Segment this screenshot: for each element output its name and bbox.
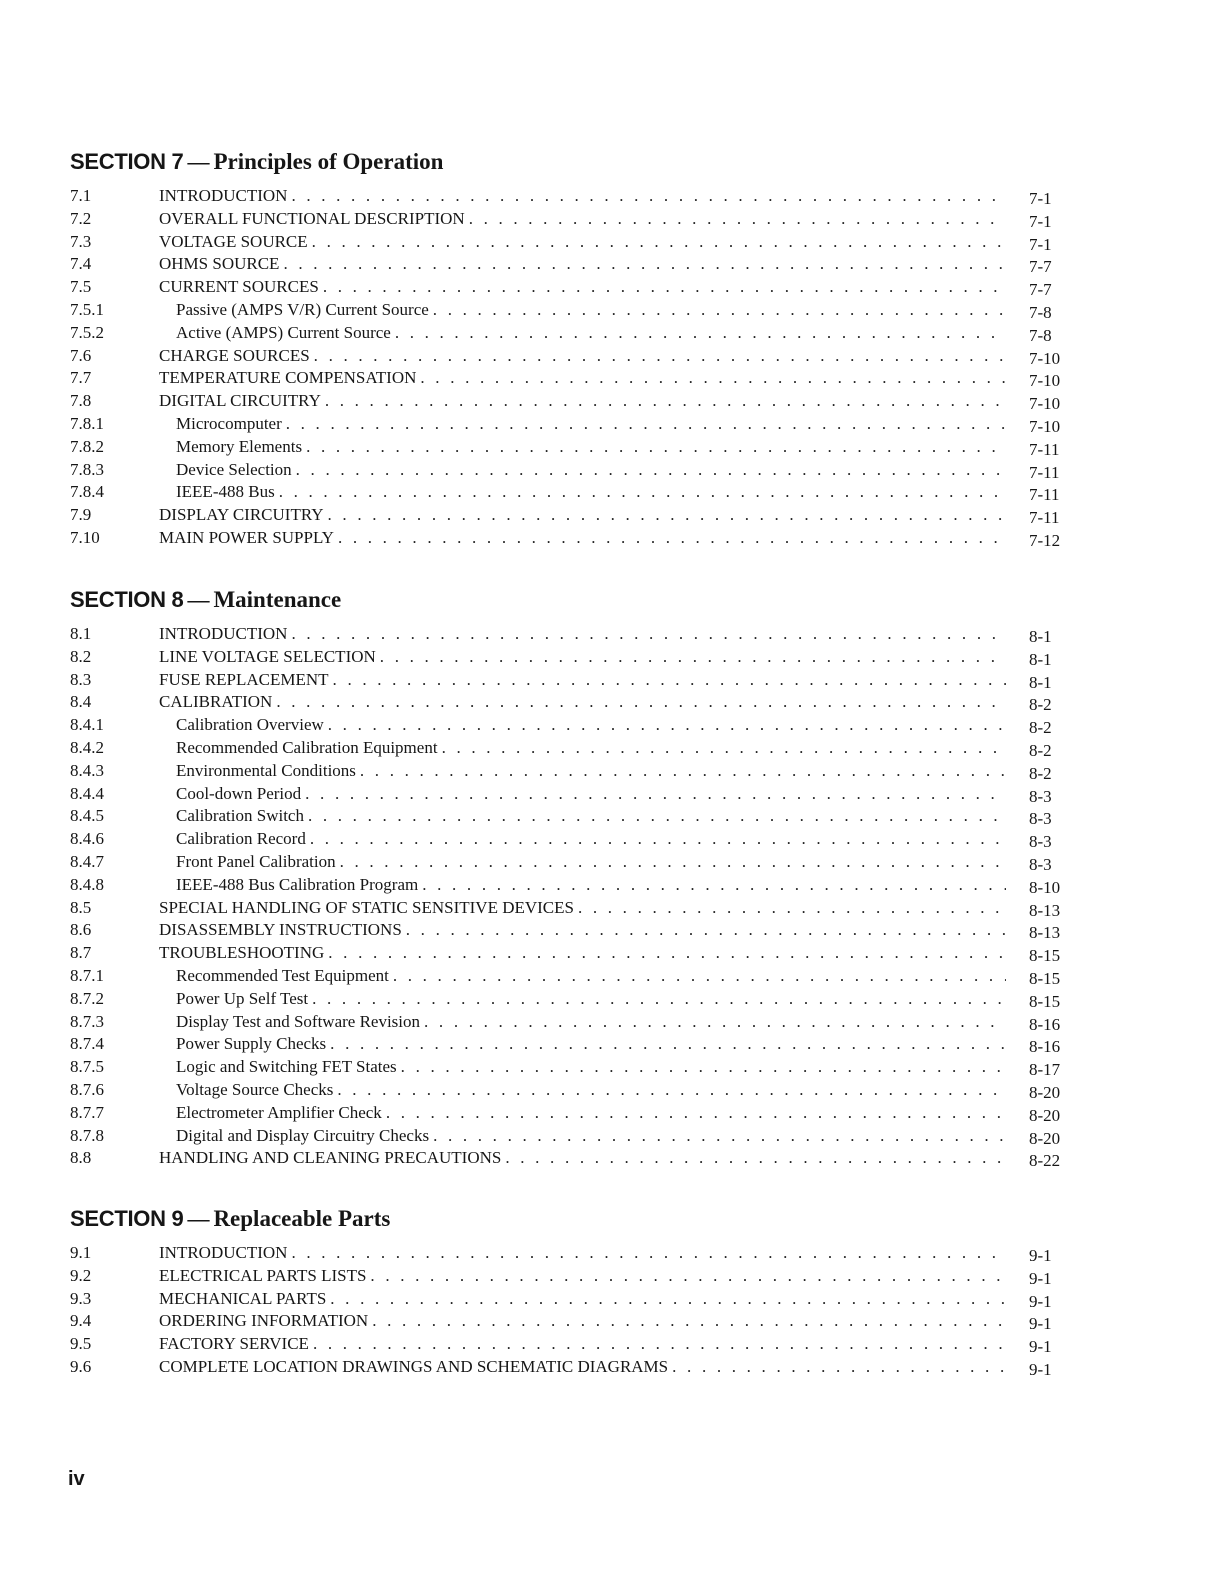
dot-leader xyxy=(433,299,1006,322)
section-heading xyxy=(70,587,1064,617)
toc-entry[interactable] xyxy=(70,805,1064,828)
dot-leader xyxy=(370,1265,1006,1288)
dot-leader xyxy=(328,714,1006,737)
toc-entry[interactable] xyxy=(70,481,1064,504)
entry-number: 8.8 xyxy=(70,1148,92,1168)
entry-number: 7.1 xyxy=(70,186,92,205)
entry-title: CHARGE SOURCES xyxy=(159,345,310,365)
entry-leader-line xyxy=(159,1333,1006,1356)
entry-leader-line xyxy=(159,504,1006,527)
entry-page: 8-17 xyxy=(1029,1060,1061,1080)
entry-number: 8.5 xyxy=(70,897,92,917)
dot-leader xyxy=(312,231,1006,254)
entry-number: 7.6 xyxy=(70,345,92,365)
section-8 xyxy=(70,587,1064,1170)
dot-leader xyxy=(422,874,1006,897)
entry-page: 8-20 xyxy=(1029,1082,1061,1102)
toc-entry[interactable] xyxy=(70,760,1064,783)
entry-title: Memory Elements xyxy=(176,436,303,456)
entry-title: VOLTAGE SOURCE xyxy=(159,231,308,251)
entry-leader-line xyxy=(159,669,1006,692)
entry-page: 7-11 xyxy=(1029,439,1060,459)
dot-leader xyxy=(323,276,1006,299)
entry-leader-line xyxy=(159,1147,1006,1170)
entry-title: SPECIAL HANDLING OF STATIC SENSITIVE DEVICES xyxy=(159,897,574,917)
entry-title: Logic and Switching FET States xyxy=(176,1057,397,1077)
entry-page: 7-1 xyxy=(1029,211,1052,231)
entry-page: 8-2 xyxy=(1029,695,1052,715)
entry-title: TEMPERATURE COMPENSATION xyxy=(159,368,417,388)
entry-page: 7-11 xyxy=(1029,485,1060,505)
entry-leader-line xyxy=(159,1242,1006,1265)
entry-leader-line xyxy=(176,1033,1006,1056)
entry-number: 9.1 xyxy=(70,1243,92,1262)
entry-title: Passive (AMPS V/R) Current Source xyxy=(176,299,429,319)
em-dash: — xyxy=(187,1206,210,1231)
entry-page: 9-1 xyxy=(1029,1268,1052,1288)
dot-leader xyxy=(291,623,1006,646)
toc-entry[interactable] xyxy=(70,436,1064,459)
entry-title: MAIN POWER SUPPLY xyxy=(159,527,334,547)
entry-number: 8.7.7 xyxy=(70,1102,104,1122)
toc-entry[interactable] xyxy=(70,1288,1064,1311)
entry-leader-line xyxy=(176,714,1006,737)
entry-number: 8.4.6 xyxy=(70,829,104,849)
dot-leader xyxy=(395,322,1006,345)
toc-entry[interactable] xyxy=(70,1125,1064,1148)
entry-title: FACTORY SERVICE xyxy=(159,1334,309,1354)
dot-leader xyxy=(393,965,1006,988)
dot-leader xyxy=(306,436,1006,459)
section-9 xyxy=(70,1206,1064,1379)
toc-entry[interactable] xyxy=(70,413,1064,436)
toc-entry[interactable] xyxy=(70,322,1064,345)
dot-leader xyxy=(401,1056,1006,1079)
em-dash: — xyxy=(187,149,210,174)
entry-page: 8-2 xyxy=(1029,718,1052,738)
entry-title: LINE VOLTAGE SELECTION xyxy=(159,646,376,666)
toc-entry[interactable] xyxy=(70,185,1064,208)
entry-page: 9-1 xyxy=(1029,1314,1052,1334)
entry-title: INTRODUCTION xyxy=(159,624,288,643)
entry-leader-line xyxy=(176,1056,1006,1079)
entry-title: Front Panel Calibration xyxy=(176,851,336,871)
em-dash: — xyxy=(187,587,210,612)
entry-leader-line xyxy=(176,322,1006,345)
entry-number: 7.5.2 xyxy=(70,322,104,342)
page-number: iv xyxy=(68,1468,85,1490)
toc-entry[interactable] xyxy=(70,276,1064,299)
entry-leader-line xyxy=(159,276,1006,299)
toc-entry[interactable] xyxy=(70,1033,1064,1056)
entry-leader-line xyxy=(176,988,1006,1011)
entry-number: 8.4 xyxy=(70,692,92,712)
toc-entry[interactable] xyxy=(70,299,1064,322)
entry-page: 8-16 xyxy=(1029,1014,1061,1034)
entry-leader-line xyxy=(159,208,1006,231)
toc-entry[interactable] xyxy=(70,1333,1064,1356)
entry-page: 7-1 xyxy=(1029,234,1052,254)
entry-page: 7-10 xyxy=(1029,394,1061,414)
entry-leader-line xyxy=(159,1310,1006,1333)
entry-number: 8.7.3 xyxy=(70,1011,104,1031)
entry-leader-line xyxy=(176,874,1006,897)
entry-title: OVERALL FUNCTIONAL DESCRIPTION xyxy=(159,208,465,228)
entry-number: 7.8.4 xyxy=(70,482,104,502)
entry-number: 8.7.5 xyxy=(70,1057,104,1077)
entry-leader-line xyxy=(159,942,1006,965)
entry-title: Environmental Conditions xyxy=(176,760,356,780)
dot-leader xyxy=(380,646,1006,669)
entry-page: 8-2 xyxy=(1029,740,1052,760)
entry-leader-line xyxy=(159,367,1006,390)
entry-title: Power Up Self Test xyxy=(176,988,309,1008)
dot-leader xyxy=(286,413,1006,436)
dot-leader xyxy=(442,737,1006,760)
entry-page: 8-2 xyxy=(1029,763,1052,783)
entry-title: Device Selection xyxy=(176,459,292,479)
entry-number: 8.7 xyxy=(70,943,92,963)
entry-number: 7.10 xyxy=(70,527,100,547)
entry-page: 8-15 xyxy=(1029,991,1061,1011)
entry-leader-line xyxy=(159,1265,1006,1288)
entry-page: 7-10 xyxy=(1029,416,1061,436)
entry-leader-line xyxy=(176,459,1006,482)
entry-page: 7-12 xyxy=(1029,530,1061,550)
entry-leader-line xyxy=(176,436,1006,459)
entry-leader-line xyxy=(176,783,1006,806)
entry-number: 9.2 xyxy=(70,1265,92,1285)
toc-entry[interactable] xyxy=(70,253,1064,276)
dot-leader xyxy=(328,942,1006,965)
toc-entry[interactable] xyxy=(70,1356,1064,1379)
dot-leader xyxy=(433,1125,1006,1148)
toc-entry[interactable] xyxy=(70,390,1064,413)
entry-page: 7-11 xyxy=(1029,462,1060,482)
entry-leader-line xyxy=(176,299,1006,322)
entry-title: IEEE-488 Bus Calibration Program xyxy=(176,874,419,894)
entry-page: 7-11 xyxy=(1029,508,1060,528)
dot-leader xyxy=(372,1310,1006,1333)
entry-number: 7.9 xyxy=(70,505,92,525)
toc-entry[interactable] xyxy=(70,965,1064,988)
entry-page: 7-8 xyxy=(1029,302,1052,322)
entry-title: MECHANICAL PARTS xyxy=(159,1288,327,1308)
toc-entry[interactable] xyxy=(70,919,1064,942)
entry-title: HANDLING AND CLEANING PRECAUTIONS xyxy=(159,1148,502,1168)
toc-entry[interactable] xyxy=(70,897,1064,920)
entry-title: OHMS SOURCE xyxy=(159,254,280,274)
dot-leader xyxy=(291,1242,1006,1265)
dot-leader xyxy=(406,919,1006,942)
toc-entry[interactable] xyxy=(70,988,1064,1011)
entry-number: 7.8.2 xyxy=(70,436,104,456)
entry-number: 8.7.4 xyxy=(70,1034,104,1054)
entry-page: 8-3 xyxy=(1029,832,1052,852)
entry-leader-line xyxy=(159,897,1006,920)
entry-title: Digital and Display Circuitry Checks xyxy=(176,1125,430,1145)
entry-page: 9-1 xyxy=(1029,1246,1052,1265)
dot-leader xyxy=(325,390,1006,413)
entry-leader-line xyxy=(176,851,1006,874)
toc-entry[interactable] xyxy=(70,1079,1064,1102)
dot-leader xyxy=(328,504,1006,527)
entry-page: 8-3 xyxy=(1029,854,1052,874)
dot-leader xyxy=(330,1288,1006,1311)
entry-leader-line xyxy=(159,345,1006,368)
dot-leader xyxy=(672,1356,1006,1379)
entry-number: 8.7.1 xyxy=(70,965,104,985)
dot-leader xyxy=(424,1011,1006,1034)
section-label: SECTION 8 xyxy=(70,587,184,612)
toc-entry[interactable] xyxy=(70,691,1064,714)
entry-title: Electrometer Amplifier Check xyxy=(176,1102,382,1122)
dot-leader xyxy=(330,1033,1006,1056)
entry-title: CURRENT SOURCES xyxy=(159,277,319,297)
dot-leader xyxy=(308,805,1006,828)
entry-leader-line xyxy=(159,390,1006,413)
entry-page: 8-1 xyxy=(1029,627,1052,646)
entry-page: 8-20 xyxy=(1029,1128,1061,1148)
entry-page: 8-10 xyxy=(1029,877,1061,897)
entry-number: 9.6 xyxy=(70,1356,92,1376)
entry-title: Calibration Overview xyxy=(176,715,324,735)
entry-title: Calibration Record xyxy=(176,829,306,849)
section-name: Principles of Operation xyxy=(213,149,444,174)
entry-page: 8-1 xyxy=(1029,672,1052,692)
entry-title: Voltage Source Checks xyxy=(176,1079,334,1099)
entry-title: TROUBLESHOOTING xyxy=(159,943,325,963)
toc-entry[interactable] xyxy=(70,942,1064,965)
toc-entry[interactable] xyxy=(70,851,1064,874)
toc-entry[interactable] xyxy=(70,527,1064,550)
dot-leader xyxy=(313,1333,1006,1356)
entry-leader-line xyxy=(159,527,1006,550)
entry-page: 8-3 xyxy=(1029,786,1052,806)
entry-title: FUSE REPLACEMENT xyxy=(159,669,329,689)
entry-page: 9-1 xyxy=(1029,1337,1052,1357)
entry-leader-line xyxy=(176,805,1006,828)
entry-title: Recommended Calibration Equipment xyxy=(176,737,438,757)
entry-title: Calibration Switch xyxy=(176,806,304,826)
entry-page: 7-7 xyxy=(1029,257,1052,277)
entry-number: 7.2 xyxy=(70,208,92,228)
entry-number: 8.4.5 xyxy=(70,806,104,826)
dot-leader xyxy=(310,828,1006,851)
toc-entry[interactable] xyxy=(70,874,1064,897)
dot-leader xyxy=(296,459,1006,482)
toc-entry[interactable] xyxy=(70,208,1064,231)
entry-number: 9.3 xyxy=(70,1288,92,1308)
toc-entry[interactable] xyxy=(70,1102,1064,1125)
entry-page: 9-1 xyxy=(1029,1359,1052,1379)
entry-number: 8.4.1 xyxy=(70,715,104,735)
section-name: Replaceable Parts xyxy=(213,1206,391,1231)
entry-leader-line xyxy=(159,691,1006,714)
entry-title: INTRODUCTION xyxy=(159,1243,288,1262)
entry-title: Recommended Test Equipment xyxy=(176,965,389,985)
dot-leader xyxy=(386,1102,1006,1125)
toc-entry[interactable] xyxy=(70,1265,1064,1288)
dot-leader xyxy=(337,1079,1006,1102)
entry-number: 7.8.3 xyxy=(70,459,104,479)
section-heading xyxy=(70,1206,1064,1236)
entry-title: INTRODUCTION xyxy=(159,186,288,205)
entry-page: 7-8 xyxy=(1029,325,1052,345)
entry-leader-line xyxy=(176,1102,1006,1125)
entry-leader-line xyxy=(176,965,1006,988)
entry-title: DIGITAL CIRCUITRY xyxy=(159,391,321,411)
entry-leader-line xyxy=(176,737,1006,760)
entry-title: IEEE-488 Bus xyxy=(176,482,275,502)
entry-number: 8.6 xyxy=(70,920,92,940)
entry-page: 7-10 xyxy=(1029,348,1061,368)
entry-number: 8.2 xyxy=(70,646,92,666)
entry-title: ORDERING INFORMATION xyxy=(159,1311,369,1331)
entry-page: 7-10 xyxy=(1029,371,1061,391)
entry-title: COMPLETE LOCATION DRAWINGS AND SCHEMATIC DIAGRAMS xyxy=(159,1356,669,1376)
section-name: Maintenance xyxy=(213,587,342,612)
dot-leader xyxy=(276,691,1006,714)
entry-leader-line xyxy=(176,1079,1006,1102)
entry-number: 7.8 xyxy=(70,391,92,411)
toc-entry[interactable] xyxy=(70,459,1064,482)
toc-entry[interactable] xyxy=(70,783,1064,806)
entry-title: Cool-down Period xyxy=(176,783,302,803)
entry-leader-line xyxy=(159,919,1006,942)
entry-leader-line xyxy=(159,1356,1006,1379)
entry-title: DISPLAY CIRCUITRY xyxy=(159,505,324,525)
entry-number: 7.7 xyxy=(70,368,92,388)
entry-number: 8.4.2 xyxy=(70,737,104,757)
entry-leader-line xyxy=(159,253,1006,276)
entry-title: Microcomputer xyxy=(176,413,282,433)
entry-page: 8-22 xyxy=(1029,1151,1061,1171)
entry-leader-line xyxy=(176,760,1006,783)
toc-entry[interactable] xyxy=(70,623,1064,646)
toc-entry[interactable] xyxy=(70,1147,1064,1170)
toc-entry[interactable] xyxy=(70,504,1064,527)
toc-entry[interactable] xyxy=(70,1011,1064,1034)
dot-leader xyxy=(338,527,1006,550)
dot-leader xyxy=(333,669,1006,692)
toc-entry[interactable] xyxy=(70,1242,1064,1265)
entry-number: 8.3 xyxy=(70,669,92,689)
entry-number: 7.8.1 xyxy=(70,413,104,433)
toc-entry[interactable] xyxy=(70,737,1064,760)
entry-number: 7.5.1 xyxy=(70,299,104,319)
entry-number: 8.7.6 xyxy=(70,1079,104,1099)
entry-page: 8-16 xyxy=(1029,1037,1061,1057)
entry-leader-line xyxy=(176,1125,1006,1148)
entry-page: 8-15 xyxy=(1029,946,1061,966)
dot-leader xyxy=(312,988,1006,1011)
entry-leader-line xyxy=(159,185,1006,208)
entry-page: 8-1 xyxy=(1029,649,1052,669)
toc-entry[interactable] xyxy=(70,714,1064,737)
section-label: SECTION 7 xyxy=(70,149,184,174)
entry-number: 9.5 xyxy=(70,1334,92,1354)
entry-number: 8.4.7 xyxy=(70,851,104,871)
dot-leader xyxy=(283,253,1006,276)
entry-title: DISASSEMBLY INSTRUCTIONS xyxy=(159,920,402,940)
dot-leader xyxy=(291,185,1006,208)
entry-title: Active (AMPS) Current Source xyxy=(176,322,391,342)
entry-leader-line xyxy=(176,481,1006,504)
entry-page: 8-15 xyxy=(1029,968,1061,988)
entry-page: 8-13 xyxy=(1029,900,1061,920)
entry-number: 8.4.4 xyxy=(70,783,104,803)
toc-entry[interactable] xyxy=(70,367,1064,390)
entry-number: 8.1 xyxy=(70,624,92,643)
entry-leader-line xyxy=(176,828,1006,851)
entry-page: 8-3 xyxy=(1029,809,1052,829)
entry-leader-line xyxy=(159,646,1006,669)
entry-number: 7.4 xyxy=(70,254,92,274)
entry-page: 8-20 xyxy=(1029,1105,1061,1125)
entry-leader-line xyxy=(159,1288,1006,1311)
entry-number: 8.7.8 xyxy=(70,1125,104,1145)
dot-leader xyxy=(578,897,1006,920)
entry-leader-line xyxy=(159,623,1006,646)
dot-leader xyxy=(469,208,1006,231)
toc-entry[interactable] xyxy=(70,1056,1064,1079)
entry-leader-line xyxy=(159,231,1006,254)
entry-title: Display Test and Software Revision xyxy=(176,1011,421,1031)
entry-leader-line xyxy=(176,1011,1006,1034)
entry-leader-line xyxy=(176,413,1006,436)
toc-entry[interactable] xyxy=(70,828,1064,851)
entry-title: ELECTRICAL PARTS LISTS xyxy=(159,1265,367,1285)
toc-entry[interactable] xyxy=(70,669,1064,692)
dot-leader xyxy=(420,367,1006,390)
entry-title: Power Supply Checks xyxy=(176,1034,327,1054)
entry-page: 8-13 xyxy=(1029,923,1061,943)
dot-leader xyxy=(340,851,1006,874)
entry-page: 7-1 xyxy=(1029,189,1052,208)
dot-leader xyxy=(505,1147,1006,1170)
toc-entry[interactable] xyxy=(70,231,1064,254)
section-heading xyxy=(70,149,1064,179)
entry-number: 8.7.2 xyxy=(70,988,104,1008)
entry-number: 7.5 xyxy=(70,277,92,297)
dot-leader xyxy=(360,760,1006,783)
entry-number: 9.4 xyxy=(70,1311,92,1331)
dot-leader xyxy=(314,345,1006,368)
toc-entry[interactable] xyxy=(70,345,1064,368)
toc-entry[interactable] xyxy=(70,1310,1064,1333)
section-7 xyxy=(70,149,1064,550)
entry-page: 7-7 xyxy=(1029,280,1052,300)
entry-number: 8.4.3 xyxy=(70,760,104,780)
section-label: SECTION 9 xyxy=(70,1206,184,1231)
entry-page: 9-1 xyxy=(1029,1291,1052,1311)
entry-number: 8.4.8 xyxy=(70,874,104,894)
dot-leader xyxy=(279,481,1006,504)
toc-entry[interactable] xyxy=(70,646,1064,669)
dot-leader xyxy=(305,783,1006,806)
entry-title: CALIBRATION xyxy=(159,692,273,712)
entry-number: 7.3 xyxy=(70,231,92,251)
